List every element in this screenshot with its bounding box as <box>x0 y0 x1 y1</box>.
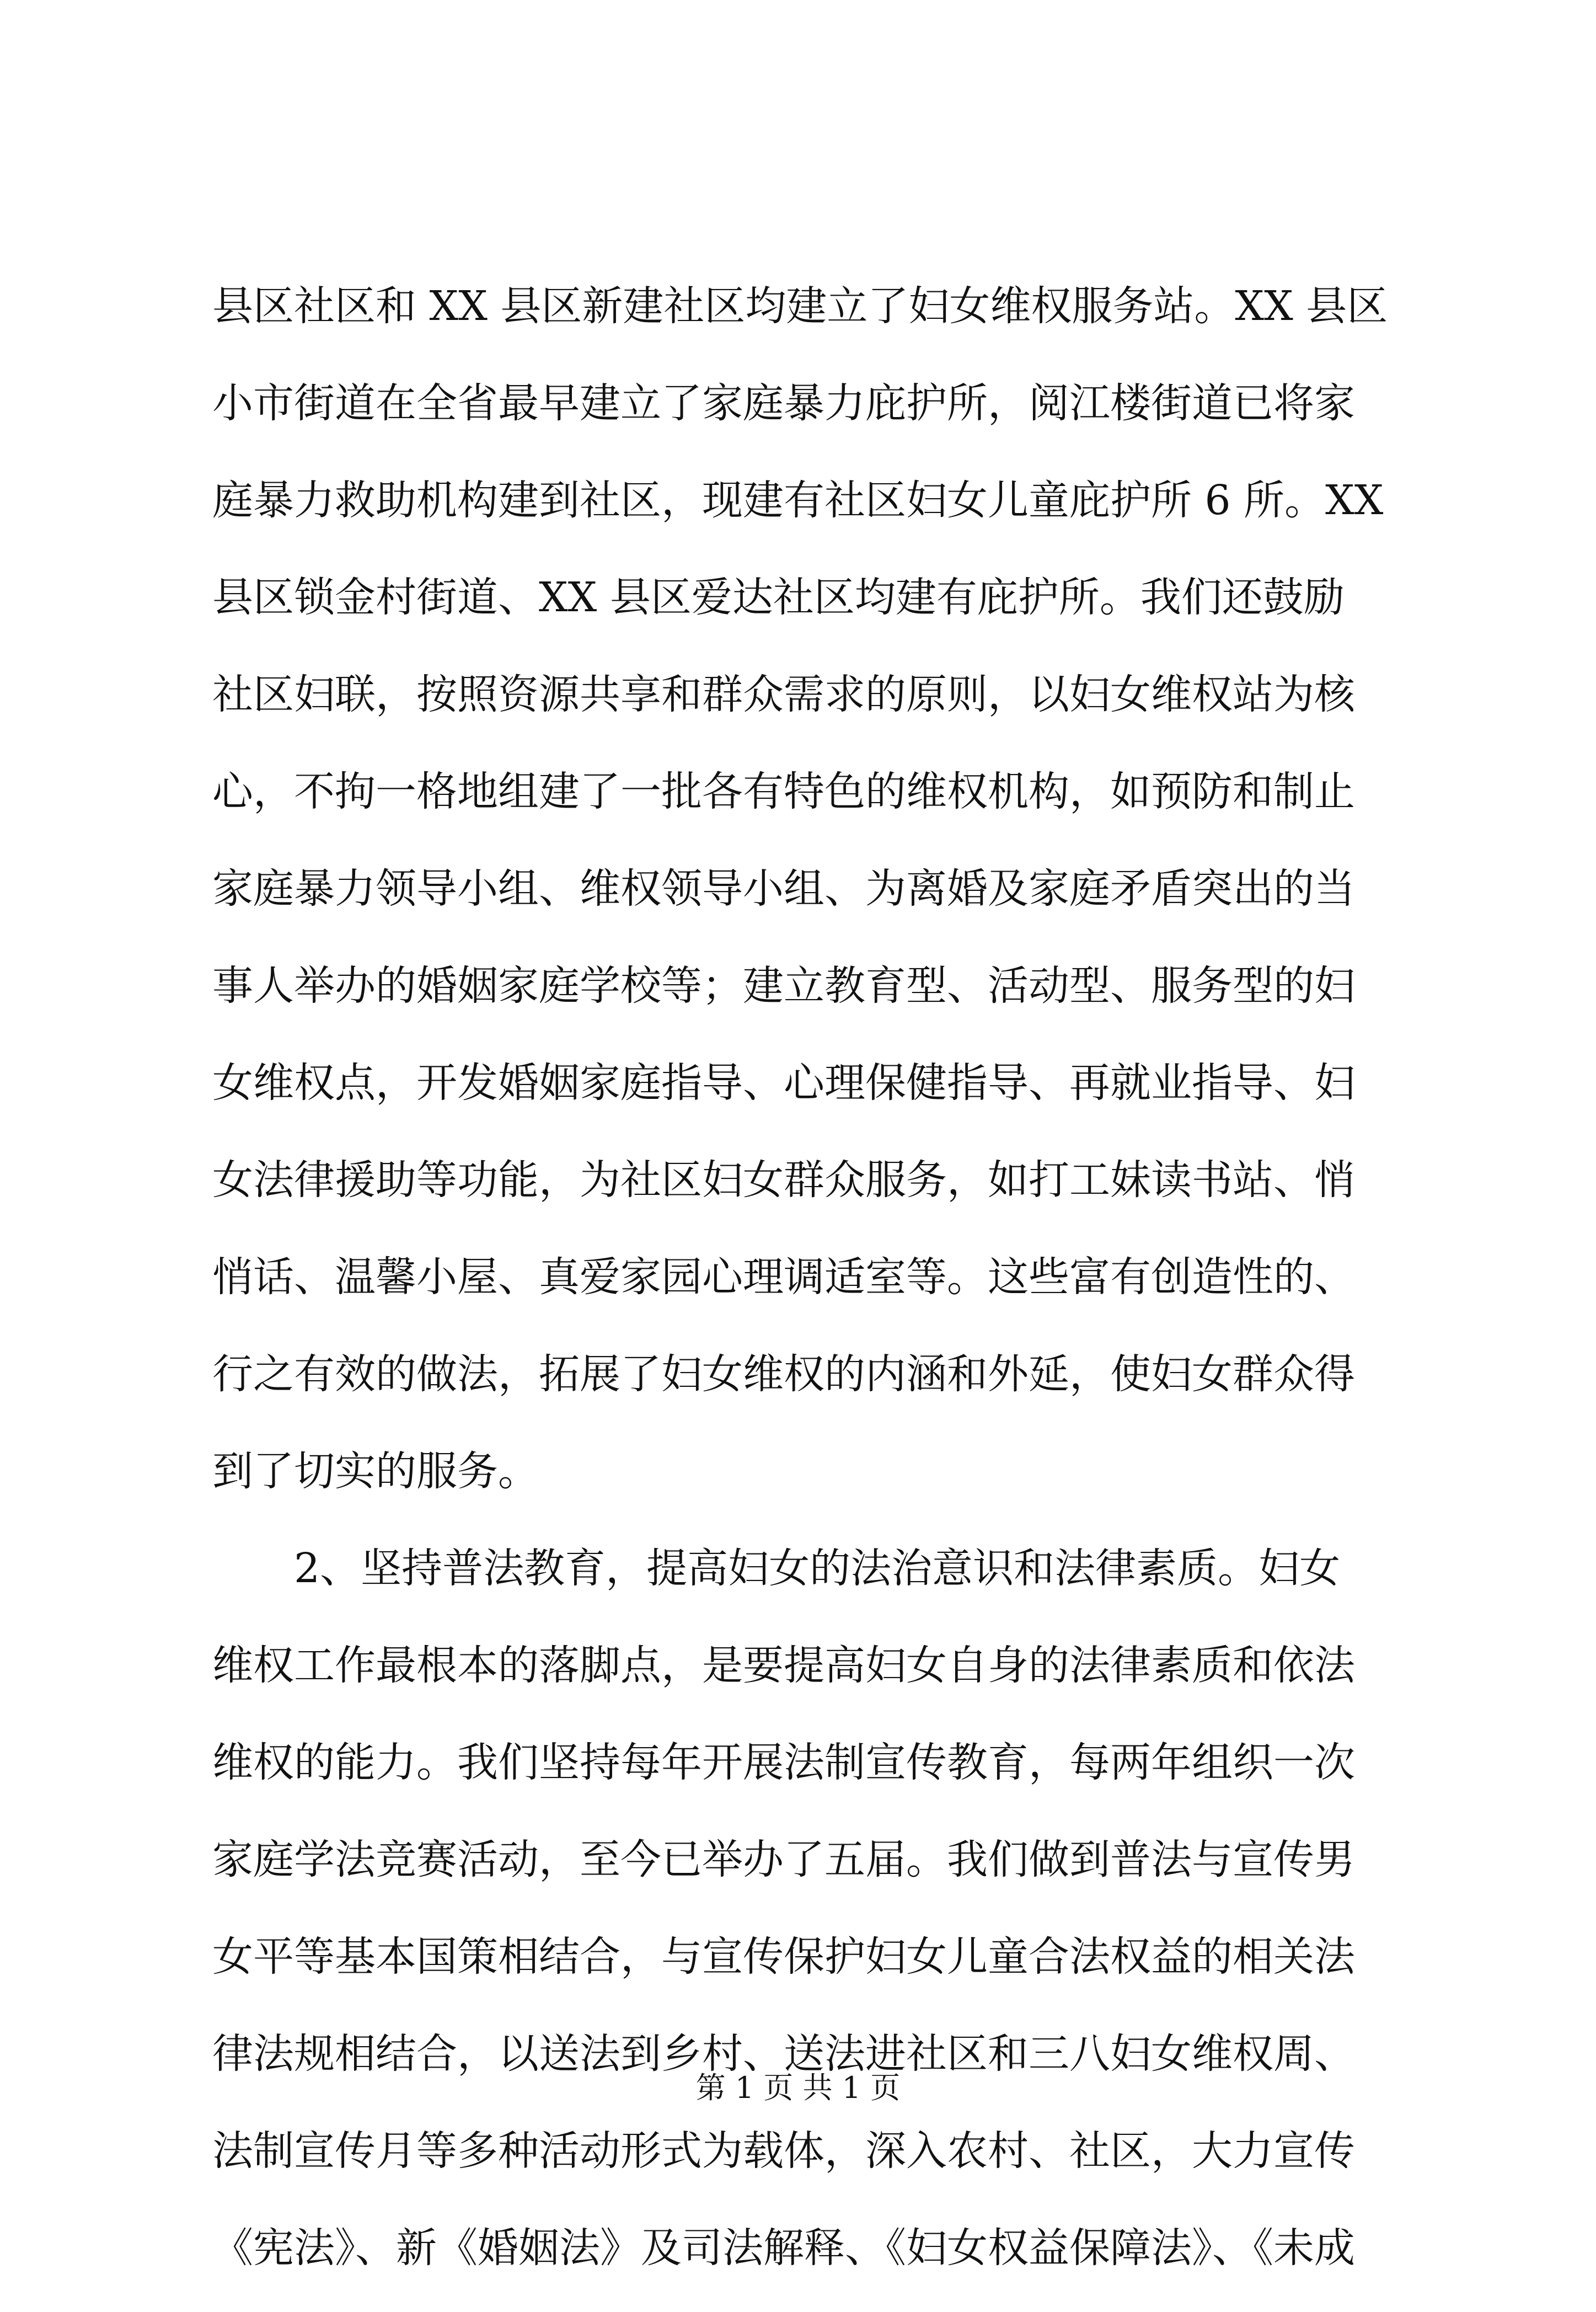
text-line: 家庭学法竞赛活动，至今已举办了五届。我们做到普法与宣传男 <box>212 1836 1355 1883</box>
page-footer: 第 1 页 共 1 页 <box>695 2070 901 2105</box>
text-line: 行之有效的做法，拓展了妇女维权的内涵和外延，使妇女群众得 <box>212 1350 1355 1398</box>
text-line: 庭暴力救助机构建到社区，现建有社区妇女儿童庇护所 6 所。XX <box>212 477 1384 524</box>
text-line: 县区锁金村街道、XX 县区爱达社区均建有庇护所。我们还鼓励 <box>212 574 1345 621</box>
text-line: 社区妇联，按照资源共享和群众需求的原则，以妇女维权站为核 <box>212 671 1355 718</box>
text-line: 女平等基本国策相结合，与宣传保护妇女儿童合法权益的相关法 <box>212 1933 1355 1980</box>
text-line: 维权工作最根本的落脚点，是要提高妇女自身的法律素质和依法 <box>212 1642 1355 1689</box>
text-line: 法制宣传月等多种活动形式为载体，深入农村、社区，大力宣传 <box>212 2127 1355 2175</box>
text-line: 女法律援助等功能，为社区妇女群众服务，如打工妹读书站、悄 <box>212 1156 1355 1204</box>
text-line: 悄话、温馨小屋、真爱家园心理调适室等。这些富有创造性的、 <box>212 1253 1355 1301</box>
text-line: 律法规相结合，以送法到乡村、送法进社区和三八妇女维权周、 <box>212 2030 1355 2078</box>
text-line: 心，不拘一格地组建了一批各有特色的维权机构，如预防和制止 <box>212 768 1355 815</box>
text-line-paragraph-start: 2、坚持普法教育，提高妇女的法治意识和法律素质。妇女 <box>294 1545 1341 1592</box>
text-line: 女维权点，开发婚姻家庭指导、心理保健指导、再就业指导、妇 <box>212 1059 1355 1107</box>
text-line: 小市街道在全省最早建立了家庭暴力庇护所，阅江楼街道已将家 <box>212 380 1355 427</box>
text-line: 家庭暴力领导小组、维权领导小组、为离婚及家庭矛盾突出的当 <box>212 865 1355 912</box>
text-line: 到了切实的服务。 <box>212 1448 539 1495</box>
text-line: 《宪法》、新《婚姻法》及司法解释、《妇女权益保障法》、《未成 <box>212 2224 1355 2272</box>
text-line: 维权的能力。我们坚持每年开展法制宣传教育，每两年组织一次 <box>212 1739 1355 1786</box>
body-text <box>212 273 1387 2312</box>
text-line: 事人举办的婚姻家庭学校等；建立教育型、活动型、服务型的妇 <box>212 962 1355 1010</box>
text-line: 县区社区和 XX 县区新建社区均建立了妇女维权服务站。XX 县区 <box>212 282 1388 330</box>
